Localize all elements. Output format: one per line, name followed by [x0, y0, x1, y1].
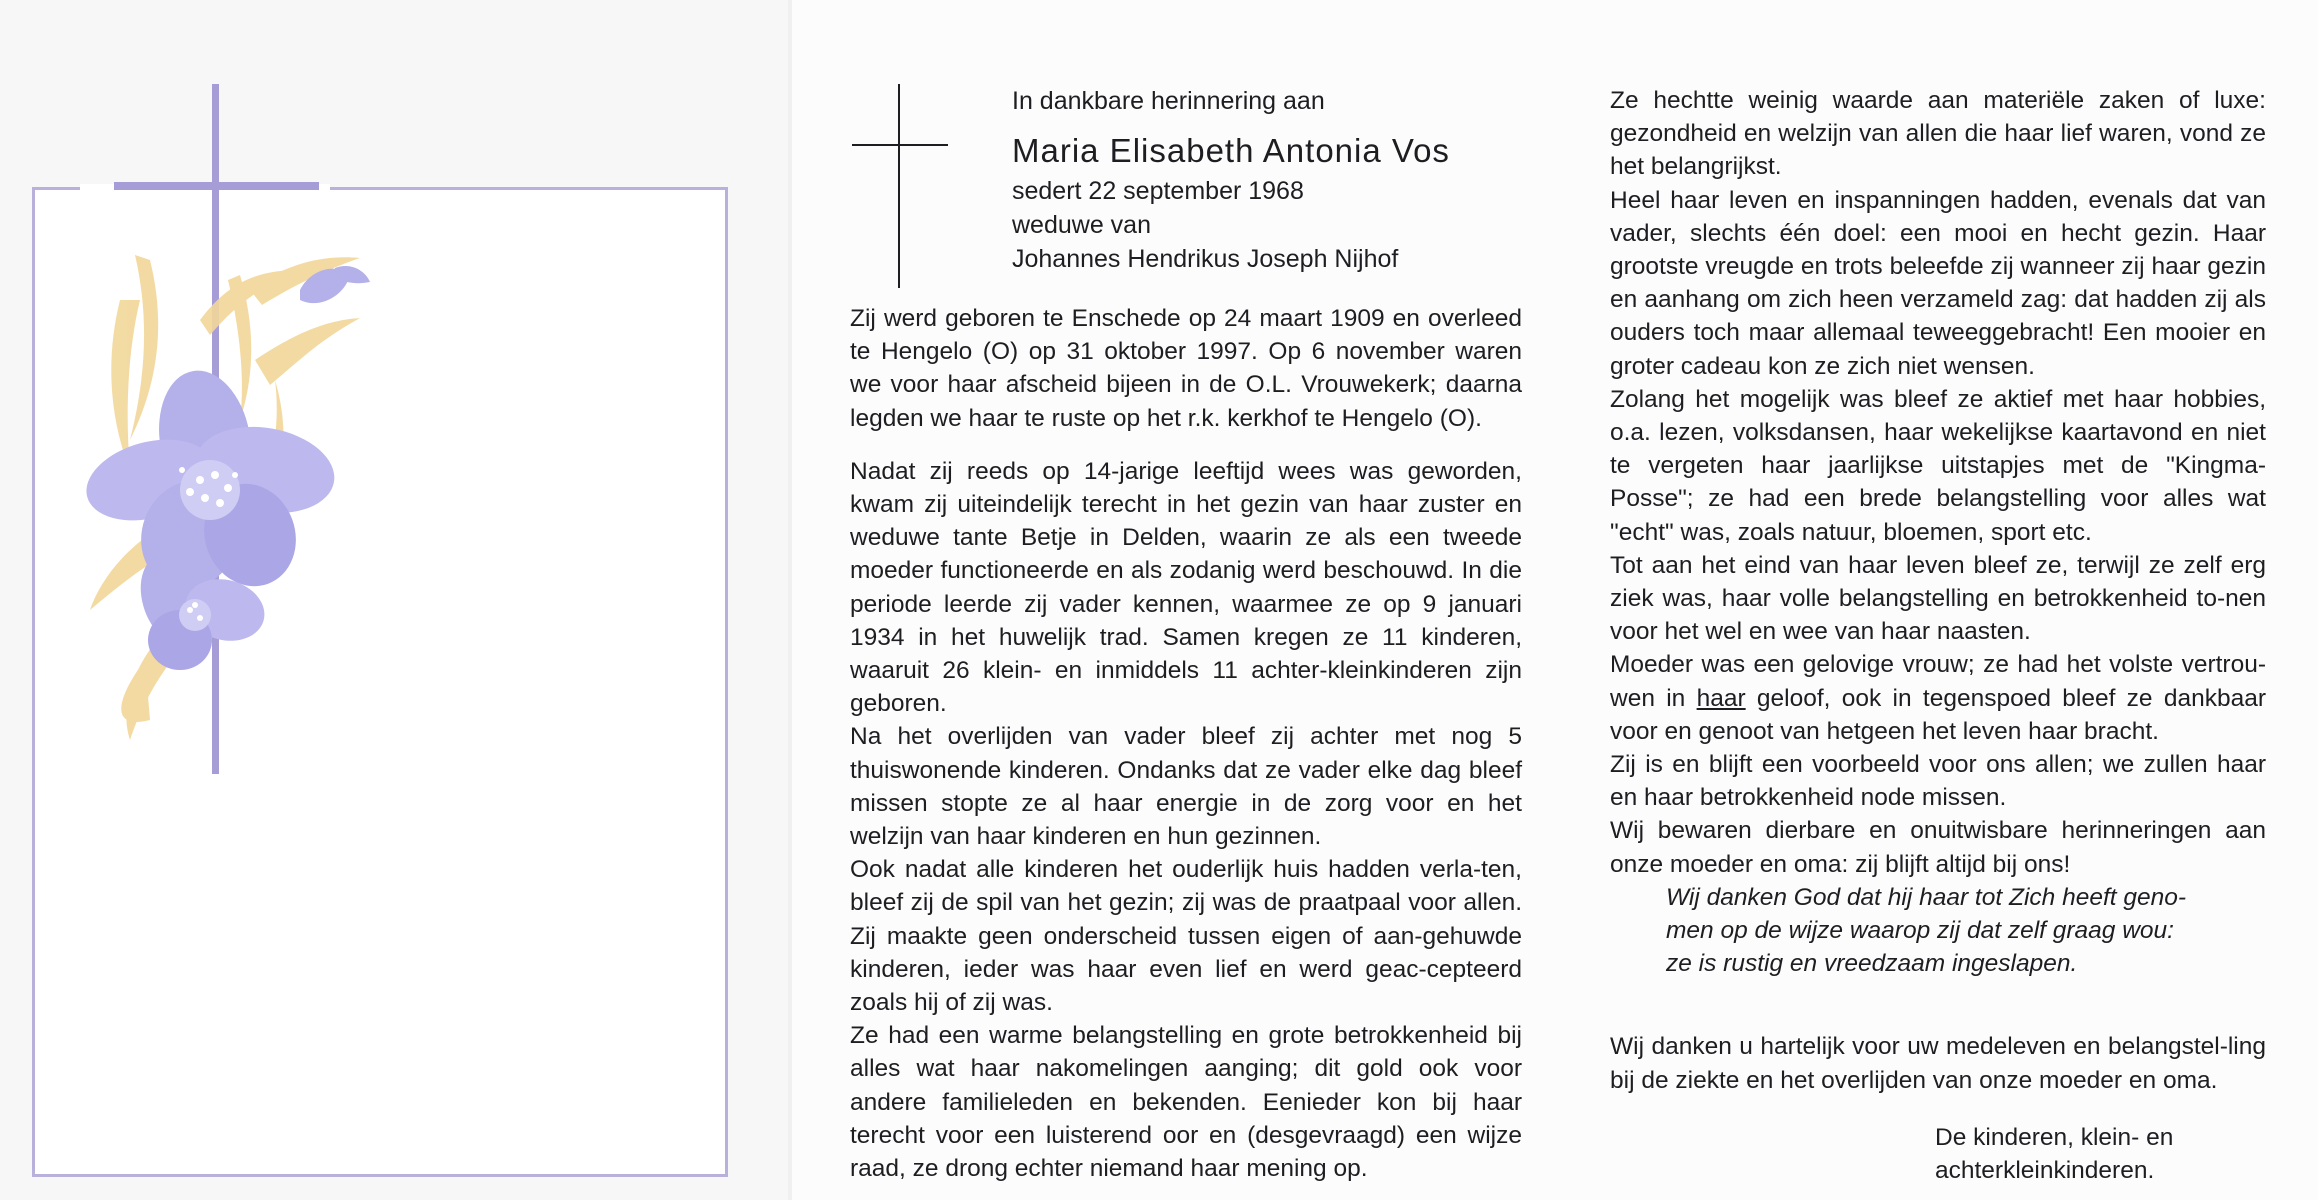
example-paragraph: Zij is en blijft een voorbeeld voor ons allen; we zullen haar en haar betrokkenheid node missen. — [1610, 751, 2266, 812]
memories-paragraph: Wij bewaren dierbare en onuitwisbare herinneringen aan onze moeder en oma: zij blijft altijd bij ons! — [1610, 817, 2266, 878]
left-page — [0, 0, 790, 1200]
values-paragraph: Ze hechtte weinig waarde aan materiële zaken of luxe: gezondheid en welzijn van allen die haar lief waren, vond ze het belangrijkst. — [1610, 87, 2266, 181]
cross-horizontal-bar — [114, 182, 319, 190]
youth-paragraph: Nadat zij reeds op 14-jarige leeftijd wees was geworden, kwam zij uiteindelijk terecht in het gezin van haar zuster en weduwe tante Betje in Delden, waarin ze als een tweede moeder functioneerde en als zodanig werd beschouwd. In die periode leerde zij vader kennen, waarmee ze op 9 januari 1934 in het huwelijk trad. Samen kregen ze 11 kinderen, waaruit 26 klein- en inmiddels 11 achter-kleinkinderen zijn geboren. — [850, 457, 1522, 718]
family-paragraph: Ook nadat alle kinderen het ouderlijk huis hadden verla-ten, bleef zij de spil van het gezin; zij was de praatpaal voor allen. Zij maakte geen onderscheid tussen eigen of aan-gehuwde kinderen, ieder was haar even lief en werd geac-cepteerd zoals hij of zij was. — [850, 856, 1522, 1017]
thanks-paragraph: Wij danken u hartelijk voor uw medeleven en belangstel-ling bij de ziekte en het overlijden van onze moeder en oma. — [1610, 1033, 2266, 1094]
signature-line: achterkleinkinderen. — [1935, 1157, 2155, 1185]
black-cross-icon — [852, 84, 948, 288]
widowhood-paragraph: Na het overlijden van vader bleef zij achter met nog 5 thuiswonende kinderen. Ondanks dat ze vader elke dag bleef missen stopte ze al haar energie in de zorg voor en het welzijn van haar kinderen en hun gezinnen. — [850, 723, 1522, 851]
goal-paragraph: Heel haar leven en inspanningen hadden, evenals dat van vader, slechts één doel: een mooi en hecht gezin. Haar grootste vreugde en trots beleefde zij wanneer zij haar gezin en aanhang om zich heen verzameld zag: dat hadden zij als ouders toch maar allemaal teweeggebracht! Een mooier en groter cadeau kon ze zich niet wensen. — [1610, 186, 2266, 380]
birth-death-paragraph: Zij werd geboren te Enschede op 24 maart 1909 en overleed te Hengelo (O) op 31 oktober 1997. Op 6 november waren we voor haar afscheid bijeen in de O.L. Vrouwekerk; daarna legden we haar te ruste op het r.k. kerkhof te Hengelo (O). — [850, 305, 1522, 432]
underlined-word: haar — [1696, 684, 1746, 712]
verse-line: Wij danken God dat hij haar tot Zich heeft geno- — [1666, 883, 2187, 911]
interest-paragraph: Ze had een warme belangstelling en grote betrokkenheid bij alles wat haar nakomelingen aanging; dit gold ook voor andere familieleden en bekenden. Eenieder kon bij haar terecht voor een luisterend oor en (desgevraagd) een wijze raad, ze drong echter niemand haar mening op. — [850, 1022, 1522, 1183]
left-text-column — [850, 302, 1522, 1185]
right-text-column — [1610, 84, 2266, 1187]
widow-of: weduwe van — [1012, 211, 1151, 239]
widow-since: sedert 22 september 1968 — [1012, 177, 1304, 205]
signature-line: De kinderen, klein- en — [1935, 1123, 2174, 1151]
illness-paragraph: Tot aan het eind van haar leven bleef ze, terwijl ze zelf erg ziek was, haar volle belangstelling en betrokkenheid to-nen voor het wel en wee van haar naasten. — [1610, 551, 2266, 646]
deceased-name: Maria Elisabeth Antonia Vos — [1012, 132, 1450, 169]
memorial-intro: In dankbare herinnering aan — [1012, 87, 1325, 115]
verse-line: ze is rustig en vreedzaam ingeslapen. — [1666, 950, 2078, 978]
hobbies-paragraph: Zolang het mogelijk was bleef ze aktief met haar hobbies, o.a. lezen, volksdansen, haar wekelijkse kaartavond en niet te vergeten haar jaarlijkse uitstapjes met de "Kingma-Posse"; ze had een brede belangstelling voor alles wat "echt" was, zoals natuur, bloemen, sport etc. — [1610, 385, 2266, 546]
header-block — [1012, 84, 1572, 276]
faith-paragraph: Moeder was een gelovige vrouw; ze had het volste vertrou-wen in haar geloof, ook in tegenspoed bleef ze dankbaar voor en genoot van hetgeen het leven haar bracht. — [1610, 651, 2266, 745]
flower-cross-illustration — [0, 0, 790, 1200]
verse-line: men op de wijze waarop zij dat zelf graag wou: — [1666, 917, 2174, 945]
husband-name: Johannes Hendrikus Joseph Nijhof — [1012, 245, 1399, 273]
page-fold — [788, 0, 792, 1200]
